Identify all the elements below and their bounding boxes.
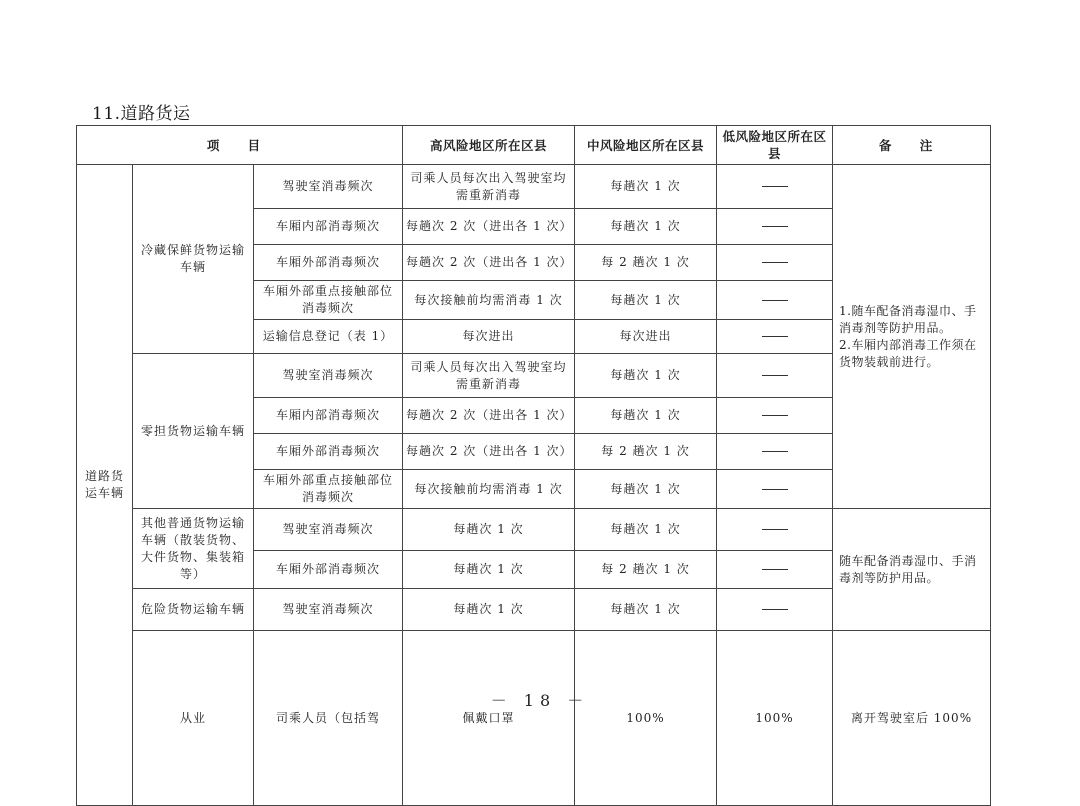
- page-number: － 18 －: [490, 691, 590, 710]
- dash-line: [762, 336, 788, 337]
- remark-line: 2.车厢内部消毒工作须在货物装载前进行。: [839, 337, 977, 369]
- dash-line: [762, 569, 788, 570]
- item-cell: 运输信息登记（表 1）: [254, 320, 403, 354]
- section-title: 11.道路货运: [92, 104, 191, 124]
- item-cell: 驾驶室消毒频次: [254, 509, 403, 551]
- low-cell: [717, 245, 833, 281]
- high-cell: 每趟次 2 次（进出各 1 次）: [403, 398, 575, 434]
- mid-cell: 每趟次 1 次: [575, 354, 717, 398]
- high-cell: 每趟次 2 次（进出各 1 次）: [403, 245, 575, 281]
- mid-cell: 每趟次 1 次: [575, 589, 717, 631]
- group-label: 道路货运车辆: [77, 165, 133, 806]
- dash-line: [762, 415, 788, 416]
- low-cell: [717, 589, 833, 631]
- low-cell: [717, 398, 833, 434]
- mid-cell: 每趟次 1 次: [575, 470, 717, 509]
- group-label: 从业: [133, 631, 254, 806]
- mid-cell: 每 2 趟次 1 次: [575, 245, 717, 281]
- category-label: 其他普通货物运输车辆（散装货物、大件货物、集装箱等）: [133, 509, 254, 589]
- mid-cell: 每趟次 1 次: [575, 398, 717, 434]
- dash-line: [762, 226, 788, 227]
- dash-line: [762, 375, 788, 376]
- low-cell: [717, 354, 833, 398]
- item-cell: 车厢外部消毒频次: [254, 434, 403, 470]
- category-label: 司乘人员（包括驾: [254, 631, 403, 806]
- header-low-risk: 低风险地区所在区县: [717, 126, 833, 165]
- high-cell: 司乘人员每次出入驾驶室均需重新消毒: [403, 165, 575, 209]
- category-label: 危险货物运输车辆: [133, 589, 254, 631]
- mid-cell: 每趟次 1 次: [575, 281, 717, 320]
- high-cell: 每趟次 1 次: [403, 551, 575, 589]
- high-cell: 司乘人员每次出入驾驶室均需重新消毒: [403, 354, 575, 398]
- remarks-cell: [833, 165, 991, 509]
- table-row: [77, 631, 991, 806]
- mid-cell: 每趟次 1 次: [575, 165, 717, 209]
- low-cell: [717, 281, 833, 320]
- item-cell: 驾驶室消毒频次: [254, 165, 403, 209]
- dash-line: [762, 609, 788, 610]
- item-cell: 车厢外部重点接触部位消毒频次: [254, 470, 403, 509]
- item-cell: 佩戴口罩: [403, 631, 575, 806]
- dash-line: [762, 489, 788, 490]
- item-cell: 车厢外部消毒频次: [254, 245, 403, 281]
- table-row: [77, 165, 991, 209]
- high-cell: 每趟次 1 次: [403, 509, 575, 551]
- mid-cell: 每次进出: [575, 320, 717, 354]
- low-cell: [717, 551, 833, 589]
- mid-cell: 每趟次 1 次: [575, 209, 717, 245]
- remark-line: 1.随车配备消毒湿巾、手消毒剂等防护用品。: [839, 303, 977, 335]
- item-cell: 驾驶室消毒频次: [254, 589, 403, 631]
- item-cell: 车厢外部消毒频次: [254, 551, 403, 589]
- high-cell: 100%: [575, 631, 717, 806]
- header-remarks: 备 注: [833, 126, 991, 165]
- low-cell: [717, 509, 833, 551]
- item-cell: 车厢外部重点接触部位消毒频次: [254, 281, 403, 320]
- table-header-row: [77, 126, 991, 165]
- low-cell: [717, 209, 833, 245]
- low-cell: [717, 434, 833, 470]
- item-cell: 车厢内部消毒频次: [254, 398, 403, 434]
- dash-line: [762, 529, 788, 530]
- item-cell: 驾驶室消毒频次: [254, 354, 403, 398]
- dash-line: [762, 262, 788, 263]
- item-cell: 车厢内部消毒频次: [254, 209, 403, 245]
- high-cell: 每次接触前均需消毒 1 次: [403, 281, 575, 320]
- table-row: [77, 509, 991, 551]
- dash-line: [762, 186, 788, 187]
- mid-cell: 每趟次 1 次: [575, 509, 717, 551]
- header-mid-risk: 中风险地区所在区县: [575, 126, 717, 165]
- category-label: 冷藏保鲜货物运输车辆: [133, 165, 254, 354]
- category-label: 零担货物运输车辆: [133, 354, 254, 509]
- header-item: 项 目: [77, 126, 403, 165]
- high-cell: 每趟次 2 次（进出各 1 次）: [403, 434, 575, 470]
- high-cell: 每趟次 1 次: [403, 589, 575, 631]
- high-cell: 每次接触前均需消毒 1 次: [403, 470, 575, 509]
- low-cell: [717, 165, 833, 209]
- low-cell: [717, 470, 833, 509]
- mid-cell: 每 2 趟次 1 次: [575, 434, 717, 470]
- high-cell: 每次进出: [403, 320, 575, 354]
- mid-cell: 100%: [717, 631, 833, 806]
- mid-cell: 每 2 趟次 1 次: [575, 551, 717, 589]
- low-cell: [717, 320, 833, 354]
- low-cell: 离开驾驶室后 100%: [833, 631, 991, 806]
- remarks-cell: 随车配备消毒湿巾、手消毒剂等防护用品。: [833, 509, 991, 631]
- dash-line: [762, 451, 788, 452]
- dash-line: [762, 300, 788, 301]
- high-cell: 每趟次 2 次（进出各 1 次）: [403, 209, 575, 245]
- header-high-risk: 高风险地区所在区县: [403, 126, 575, 165]
